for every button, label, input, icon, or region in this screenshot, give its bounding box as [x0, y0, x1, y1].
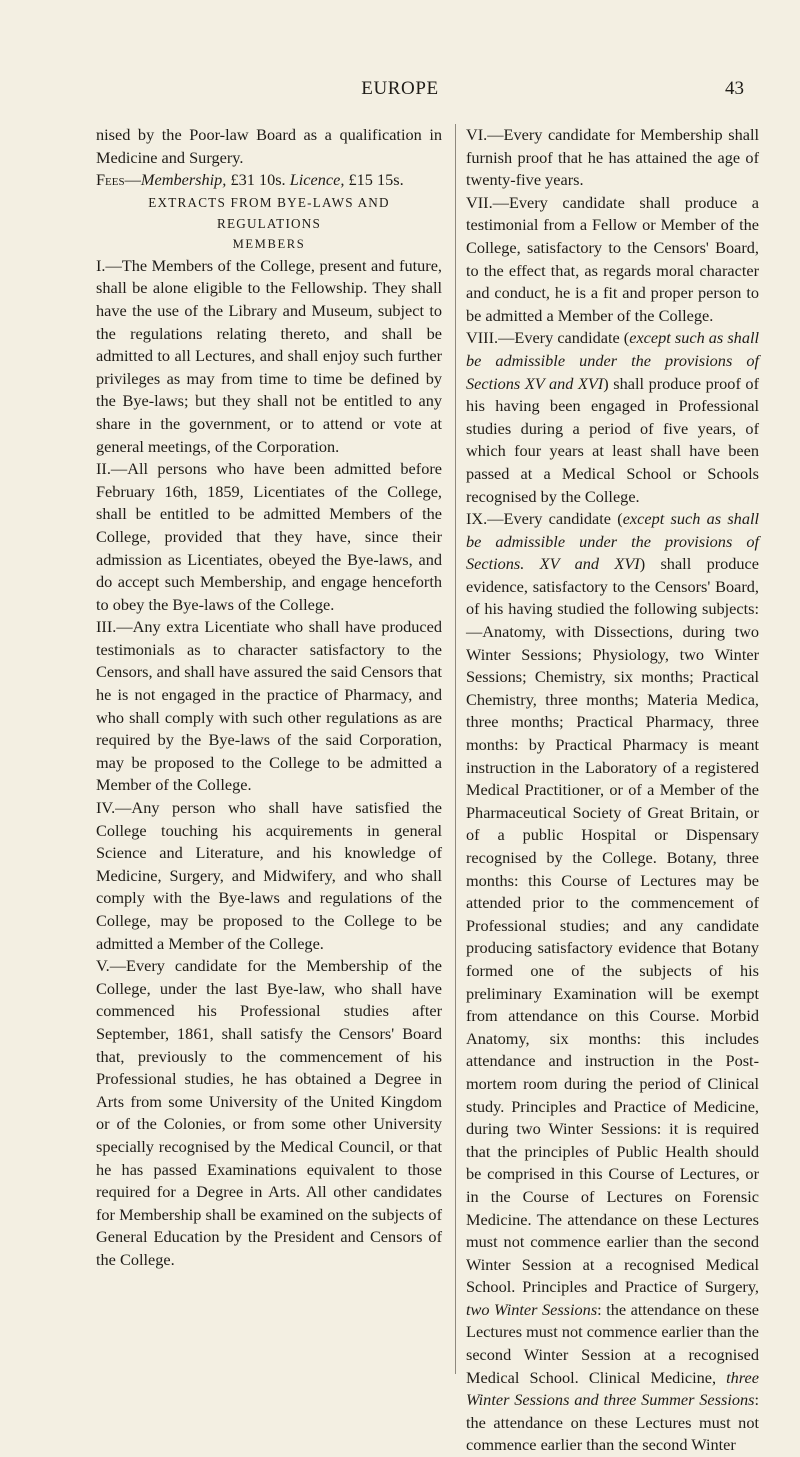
paragraph-8-exception: except such as shall be admissible under the provisions of Sections XV and XVI [466, 328, 760, 393]
intro-paragraph: nised by the Poor-law Board as a qualification in Medicine and Surgery. [96, 125, 442, 167]
paragraph-8-end: ) shall produce proof of his having been engaged in Professional studies during a period of five years, of which four years at least shall have been passed at a Medical School or Schools recognised by the College. [466, 373, 759, 506]
running-title: EUROPE [361, 78, 439, 99]
left-column [96, 124, 442, 1272]
right-column [466, 124, 759, 1457]
paragraph-9-tail: : the attendance on these Lectures must not commence earlier than the second Winter [466, 1390, 759, 1455]
surgery-sessions: two Winter Sessions [466, 1299, 598, 1319]
licence-label: Licence, [289, 170, 345, 190]
running-head [0, 78, 800, 100]
bye-law-paragraph-9 [466, 508, 759, 1457]
membership-fee: £31 10s. [226, 170, 290, 190]
paragraph-9-exception: except such as shall be admissible under the provisions of Sections. XV and XVI [466, 509, 760, 574]
clinical-medicine-sessions: three Winter Sessions and three Summer Sessions [466, 1367, 759, 1410]
fees-dash: — [124, 170, 141, 190]
membership-label: Membership, [140, 170, 227, 190]
bye-law-paragraph-5: V.—Every candidate for the Membership of the College, under the last Bye-law, who shall have commenced his Professional studies after September, 1861, shall satisfy the Censors' Board that, previously to the commencement of his Professional studies, he has obtained a Degree in Arts from some University of the United Kingdom or of the Colonies, or from some other University specially recognised by the Medical Council, or that he has passed Examinations equivalent to those required for a Degree in Arts. All other candidates for Membership shall be examined on the subjects of General Education by the President and Censors of the College. [96, 956, 442, 1269]
bye-law-paragraph-3: III.—Any extra Licentiate who shall have produced testimonials as to character satisfactory to the Censors, and shall have assured the said Censors that he is not engaged in the practice of Pharmacy, and who shall comply with such other regulations as are required by the Bye-laws of the said Corporation, may be proposed to the College to be admitted a Member of the College. [96, 617, 442, 795]
bye-law-paragraph-4: IV.—Any person who shall have satisfied the College touching his acquirements in general Science and Literature, and his knowledge of Medicine, Surgery, and Midwifery, and who shall comply with the Bye-laws and regulations of the College, may be proposed to the College to be admitted a Member of the College. [96, 798, 442, 953]
section-heading: EXTRACTS FROM BYE-LAWS AND REGULATIONS [148, 194, 390, 231]
fees-label: Fees [96, 170, 125, 190]
paragraph-9-mid: : the attendance on these Lectures must not commence earlier than the second Winter Session at a recognised Medical School. Clinical Medicine, [466, 1299, 760, 1387]
bye-law-paragraph-8 [466, 327, 759, 508]
column-divider [455, 124, 456, 1374]
paragraph-8-start: VIII.—Every candidate ( [466, 328, 630, 348]
bye-law-paragraph-7: VII.—Every candidate shall produce a testimonial from a Fellow or Member of the College, satisfactory to the Censors' Board, to the effect that, as regards moral character and conduct, he is a fit and proper person to be admitted a Member of the College. [466, 192, 759, 325]
bye-law-paragraph-1: I.—The Members of the College, present and future, shall be alone eligible to the Fellowship. They shall have the use of the Library and Museum, subject to the regulations relating thereto, and shall be admitted to all Lectures, and shall enjoy such further privileges as may from time to time be defined by the Bye-laws; but they shall not be entitled to any share in the government, or to attend or vote at general meetings, of the Corporation. [96, 255, 442, 456]
licence-fee: £15 15s. [344, 170, 404, 190]
members-subheading: MEMBERS [232, 236, 306, 251]
paragraph-9-start: IX.—Every candidate ( [466, 509, 623, 529]
paragraph-9-end: ) shall produce evidence, satisfactory to the Censors' Board, of his having studied the following subjects:—Anatomy, with Dissections, during two Winter Sessions; Physiology, two Winter Sessions; Chemistry, six months; Practical Chemistry, three months; Materia Medica, three months; Practical Pharmacy, three months: by Practical Pharmacy is meant instruction in the Laboratory of a registered Medical Practitioner, or of a Member of the Pharmaceutical Society of Great Britain, or of a public Hospital or Dispensary recognised by the College. Botany, three months: this Course of Lectures may be attended prior to the commencement of Professional studies; and any candidate producing satisfactory evidence that Botany formed one of the subjects of his preliminary Examination will be exempt from attendance on this Course. Morbid Anatomy, six months: this includes attendance and instruction in the Post-mortem room during the period of Clinical study. Principles and Practice of Medicine, during two Winter Sessions: it is required that the principles of Public Health should be comprised in this Course of Lectures, or in the Course of Lectures on Forensic Medicine. The attendance on these Lectures must not commence earlier than the second Winter Session at a recognised Medical School. Principles and Practice of Surgery, [466, 554, 760, 1297]
page-number: 43 [725, 78, 744, 99]
bye-law-paragraph-6: VI.—Every candidate for Membership shall furnish proof that he has attained the age of twenty-five years. [466, 125, 759, 190]
fees-line [96, 169, 442, 192]
bye-law-paragraph-2: II.—All persons who have been admitted before February 16th, 1859, Licentiates of the College, shall be entitled to be admitted Members of the College, provided that they have, since their admission as Licentiates, obeyed the Bye-laws, and do accept such Membership, and engage henceforth to obey the Bye-laws of the College. [96, 459, 442, 614]
